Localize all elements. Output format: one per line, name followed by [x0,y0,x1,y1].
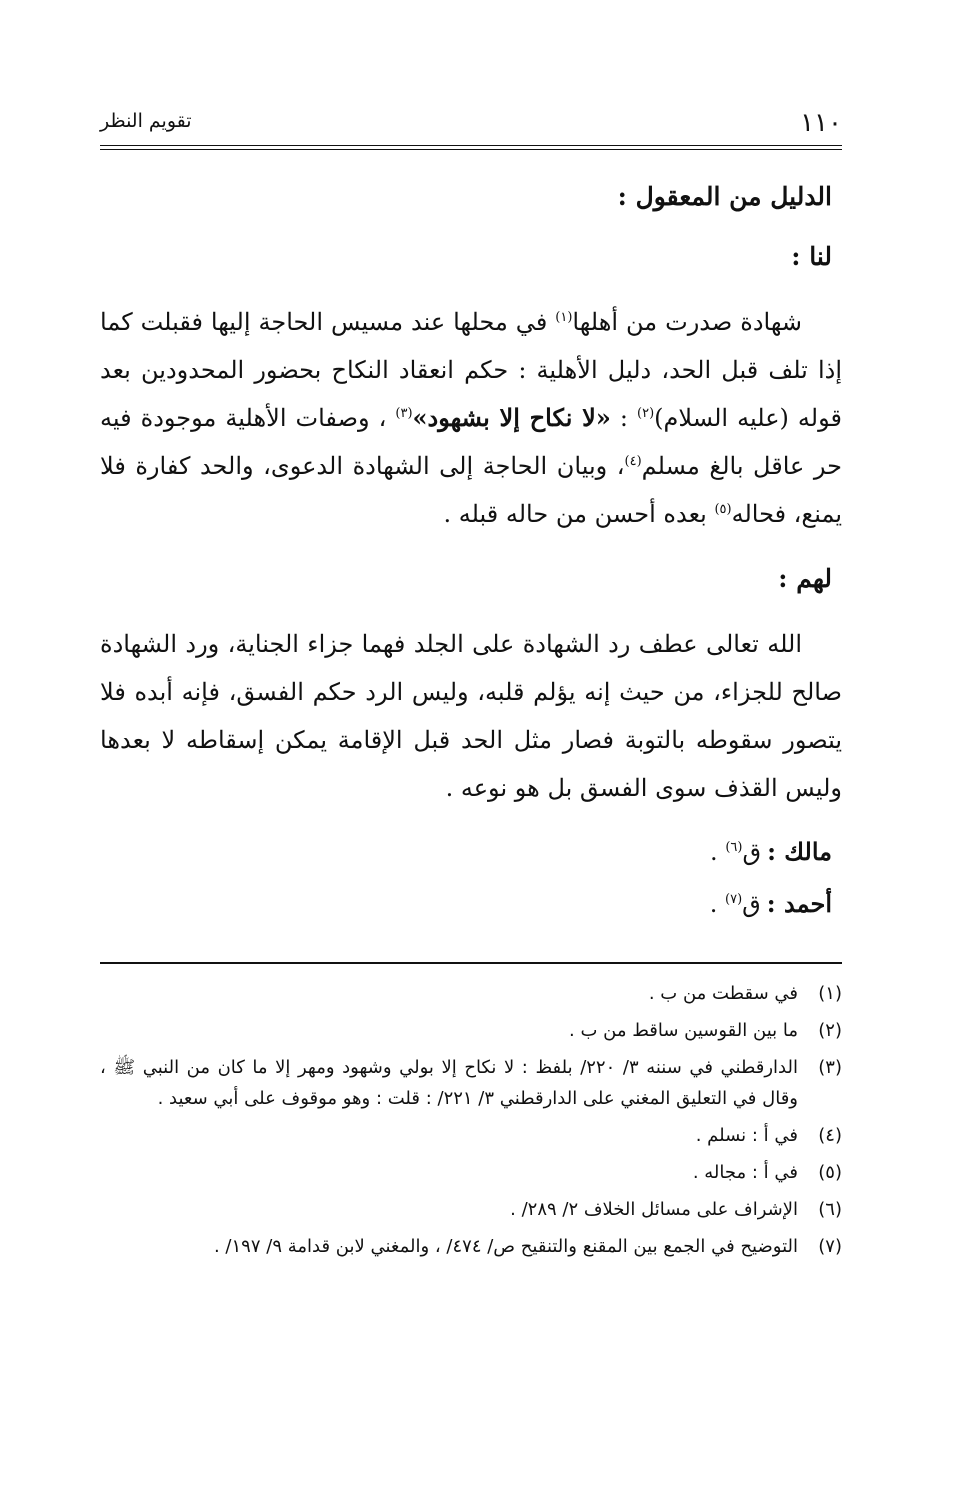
opinion-ahmad [100,878,842,930]
footnote-item [100,1120,842,1151]
opinion-symbol: ق [742,890,761,918]
text-run: ، وبيان الحاجة إلى الشهادة الدعوى، والحد كفارة فلا يمنع، فحاله [100,452,842,528]
footnote-item [100,1157,842,1188]
footnote-number: (٧) [818,1236,842,1257]
footnote-number: (٢) [818,1020,842,1041]
footnote-number: (٥) [818,1162,842,1183]
footnote-number: (٦) [818,1199,842,1220]
footnote-item [100,1194,842,1225]
paragraph-theirs: الله تعالى عطف رد الشهادة على الجلد فهما جزاء الجناية، ورد الشهادة صالح للجزاء، من حيث إنه يؤلم قلبه، وليس الرد حكم الفسق، فإنه أبده فلا يتصور سقوطه بالتوبة فصار مثل الحد قبل الإقامة يمكن إسقاطه لا بعدها وليس القذف سوى الفسق بل هو نوعه . [100,630,842,802]
footnote-ref[interactable]: (٤) [624,454,642,469]
scholar-name: مالك : [767,837,832,866]
subheading-ours: لنا : [791,242,832,271]
header-rule-bottom [100,149,842,150]
footnote-ref[interactable]: (١) [555,310,573,325]
page-number: ١١٠ [800,108,842,138]
header-rule-top [100,145,842,146]
footnote-number: (٤) [818,1125,842,1146]
paragraph-ours [100,298,842,538]
main-text [100,170,842,930]
footnote-text: ما بين القوسين ساقط من ب . [569,1020,798,1041]
footnote-item [100,978,842,1009]
footnote-ref[interactable]: (٥) [714,502,732,517]
footnotes [100,978,842,1268]
running-header [100,108,842,138]
footnote-item [100,1052,842,1114]
footnote-text: في أ : نسلم . [695,1125,798,1146]
footnote-ref[interactable]: (٣) [395,406,413,421]
footnote-text: الإشراف على مسائل الخلاف ٢/ ٢٨٩/ . [510,1199,798,1220]
footnote-item [100,1015,842,1046]
text-run: بعده أحسن من حاله قبله . [443,500,715,528]
section-heading: الدليل من المعقول : [617,182,832,211]
hadith-quote: «لا نكاح إلا بشهود» [412,403,611,432]
footnote-separator [100,962,842,964]
text-run: في محلها عند مسيس الحاجة إليها فقبلت كما إذا تلف قبل الحد، دليل الأهلية : حكم انعقاد النكاح بحضور المحدودين بعد قوله [100,308,842,432]
footnote-number: (٣) [818,1057,842,1078]
text-run: شهادة صدرت من أهلها [572,308,802,336]
opinion-symbol: ق [742,838,762,866]
book-title: تقويم النظر [100,110,192,132]
footnote-text: التوضيح في الجمع بين المقنع والتنقيح ص/ ٤٧٤/ ، والمغني لابن قدامة ٩/ ١٩٧/ . [213,1236,798,1257]
text-run: (عليه السلام) [654,404,789,432]
text-run: : [610,404,638,432]
footnote-text: في سقطت من ب . [648,983,798,1004]
footnote-item [100,1231,842,1262]
text-run: . [710,838,726,866]
footnote-text: الدارقطني في سننه ٣/ ٢٢٠/ بلفظ : لا نكاح إلا بولي وشهود ومهر إلا ما كان من النبي ﷺ ، وقال في التعليق المغني على الدارقطني ٣/ ٢٢١/ : قلت : وهو موقوف على أبي سعيد . [100,1057,798,1109]
text-run: . [709,890,726,918]
opinion-malik [100,826,842,878]
footnote-text: في أ : مجاله . [692,1162,798,1183]
subheading-theirs: لهم : [778,564,832,593]
footnote-ref[interactable]: (٢) [637,406,655,421]
footnote-number: (١) [818,983,842,1004]
text-run: ، وصفات الأهلية موجودة فيه حر عاقل بالغ مسلم [100,404,842,480]
scholar-name: أحمد : [766,889,832,918]
footnote-ref[interactable]: (٧) [725,892,743,907]
footnote-ref[interactable]: (٦) [725,840,743,855]
